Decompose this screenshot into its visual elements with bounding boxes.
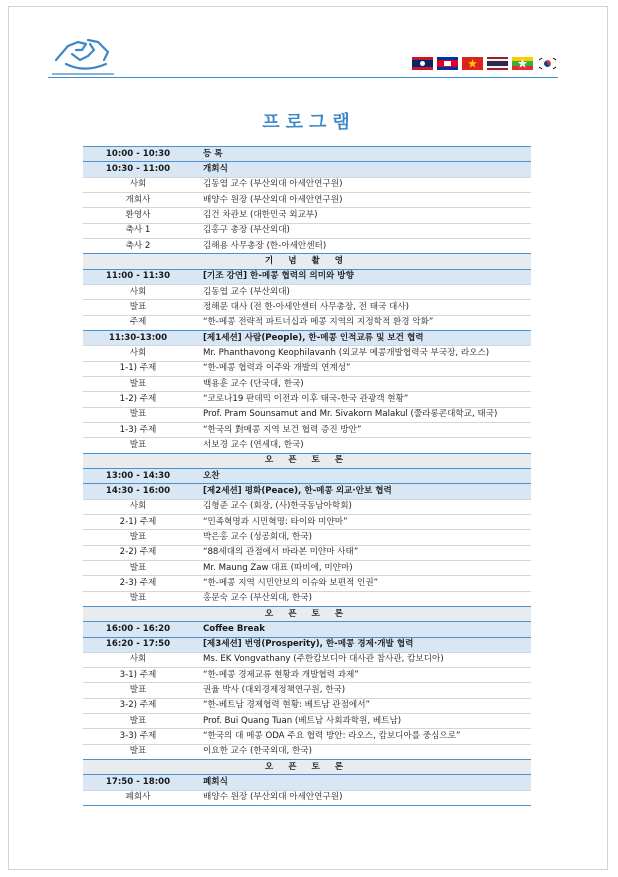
schedule-row	[83, 330, 531, 345]
content-cell: 개회식	[193, 162, 531, 177]
laos-flag-icon	[412, 57, 433, 70]
time-cell: 3-3) 주제	[83, 729, 193, 744]
content-cell: 폐회식	[193, 775, 531, 790]
time-cell: 발표	[83, 683, 193, 698]
divider-label: 오 픈 토 론	[83, 760, 531, 775]
schedule-row	[83, 346, 531, 361]
divider-label: 기 념 촬 영	[83, 254, 531, 269]
time-cell: 2-3) 주제	[83, 576, 193, 591]
content-cell: 김해용 사무총장 (한-아세안센터)	[193, 238, 531, 253]
schedule-row	[83, 284, 531, 299]
time-cell: 폐회사	[83, 790, 193, 805]
content-cell: 김홍구 총장 (부산외대)	[193, 223, 531, 238]
content-cell: 김건 차관보 (대한민국 외교부)	[193, 208, 531, 223]
content-cell: 권율 박사 (대외경제정책연구원, 한국)	[193, 683, 531, 698]
section-divider-row	[83, 760, 531, 775]
time-cell: 발표	[83, 744, 193, 759]
time-cell: 사회	[83, 652, 193, 667]
schedule-row	[83, 499, 531, 514]
schedule-row	[83, 514, 531, 529]
content-cell: “코로나19 판데믹 이전과 이후 태국-한국 관광객 현황”	[193, 392, 531, 407]
schedule-row	[83, 652, 531, 667]
content-cell: “한-메콩 전략적 파트너십과 메콩 지역의 지정학적 환경 악화”	[193, 315, 531, 330]
time-cell: 발표	[83, 714, 193, 729]
schedule-row	[83, 790, 531, 805]
time-cell: 11:30-13:00	[83, 330, 193, 345]
schedule-row	[83, 775, 531, 790]
schedule-row	[83, 698, 531, 713]
schedule-row	[83, 683, 531, 698]
content-cell: Coffee Break	[193, 622, 531, 637]
time-cell: 2-1) 주제	[83, 514, 193, 529]
time-cell: 발표	[83, 407, 193, 422]
time-cell: 사회	[83, 346, 193, 361]
schedule-row	[83, 545, 531, 560]
time-cell: 사회	[83, 499, 193, 514]
schedule-row	[83, 468, 531, 483]
time-cell: 3-1) 주제	[83, 668, 193, 683]
content-cell: 백용훈 교수 (단국대, 한국)	[193, 376, 531, 391]
time-cell: 1-1) 주제	[83, 361, 193, 376]
divider-label: 오 픈 토 론	[83, 453, 531, 468]
cambodia-flag-icon	[437, 57, 458, 70]
time-cell: 발표	[83, 560, 193, 575]
time-cell: 2-2) 주제	[83, 545, 193, 560]
content-cell: Mr. Phanthavong Keophilavanh (외교부 메콩개발협력국 부국장, 라오스)	[193, 346, 531, 361]
content-cell: 배양수 원장 (부산외대 아세안연구원)	[193, 192, 531, 207]
schedule-row	[83, 591, 531, 606]
time-cell: 14:30 - 16:00	[83, 484, 193, 499]
time-cell: 발표	[83, 376, 193, 391]
divider-label: 오 픈 토 론	[83, 606, 531, 621]
content-cell: “한-메콩 협력과 이주와 개발의 연계성”	[193, 361, 531, 376]
content-cell: 오찬	[193, 468, 531, 483]
schedule-row	[83, 576, 531, 591]
time-cell: 발표	[83, 591, 193, 606]
content-cell: Mr. Maung Zaw 대표 (따비에, 미얀마)	[193, 560, 531, 575]
time-cell: 1-3) 주제	[83, 422, 193, 437]
time-cell: 사회	[83, 177, 193, 192]
thailand-flag-icon	[487, 57, 508, 70]
flag-row	[412, 57, 558, 70]
content-cell: 정해문 대사 (전 한-아세안센터 사무총장, 전 태국 대사)	[193, 300, 531, 315]
content-cell: “한-베트남 경제협력 현황: 베트남 관점에서”	[193, 698, 531, 713]
schedule-row	[83, 208, 531, 223]
content-cell: 박은홍 교수 (성공회대, 한국)	[193, 530, 531, 545]
schedule-row	[83, 407, 531, 422]
section-divider-row	[83, 606, 531, 621]
schedule-row	[83, 530, 531, 545]
content-cell: 김동엽 교수 (부산외대 아세안연구원)	[193, 177, 531, 192]
schedule-row	[83, 744, 531, 759]
content-cell: 이요한 교수 (한국외대, 한국)	[193, 744, 531, 759]
content-cell: 등 록	[193, 147, 531, 162]
time-cell: 발표	[83, 530, 193, 545]
schedule-row	[83, 315, 531, 330]
content-cell: Prof. Bui Quang Tuan (베트남 사회과학원, 베트남)	[193, 714, 531, 729]
time-cell: 사회	[83, 284, 193, 299]
content-cell: [기조 강연] 한-메콩 협력의 의미와 방향	[193, 269, 531, 284]
time-cell: 발표	[83, 438, 193, 453]
vietnam-flag-icon	[462, 57, 483, 70]
time-cell: 16:00 - 16:20	[83, 622, 193, 637]
content-cell: [제3세션] 번영(Prosperity), 한-메콩 경제·개발 협력	[193, 637, 531, 652]
schedule-row	[83, 668, 531, 683]
content-cell: 서보경 교수 (연세대, 한국)	[193, 438, 531, 453]
section-divider-row	[83, 453, 531, 468]
schedule-row	[83, 361, 531, 376]
handshake-logo-icon	[48, 30, 118, 76]
time-cell: 주제	[83, 315, 193, 330]
content-cell: 김형준 교수 (회장, (사)한국동남아학회)	[193, 499, 531, 514]
content-cell: 홍문숙 교수 (부산외대, 한국)	[193, 591, 531, 606]
schedule-row	[83, 162, 531, 177]
content-cell: 배양수 원장 (부산외대 아세안연구원)	[193, 790, 531, 805]
time-cell: 환영사	[83, 208, 193, 223]
schedule-row	[83, 238, 531, 253]
schedule-row	[83, 223, 531, 238]
time-cell: 개회사	[83, 192, 193, 207]
time-cell: 축사 2	[83, 238, 193, 253]
content-cell: “88세대의 관점에서 바라본 미얀마 사태”	[193, 545, 531, 560]
content-cell: Ms. EK Vongvathany (주한캄보디아 대사관 참사관, 캄보디아)	[193, 652, 531, 667]
time-cell: 17:50 - 18:00	[83, 775, 193, 790]
content-cell: 김동엽 교수 (부산외대)	[193, 284, 531, 299]
content-cell: “민족혁명과 시민혁명: 타이와 미얀마”	[193, 514, 531, 529]
page-title: 프로그램	[262, 112, 356, 133]
header-divider	[48, 77, 558, 78]
schedule-row	[83, 269, 531, 284]
time-cell: 축사 1	[83, 223, 193, 238]
content-cell: “한-메콩 지역 시민안보의 이슈와 보편적 인권”	[193, 576, 531, 591]
korea-flag-icon	[537, 57, 558, 70]
schedule-row	[83, 560, 531, 575]
schedule-row	[83, 422, 531, 437]
time-cell: 10:30 - 11:00	[83, 162, 193, 177]
content-cell: “한국의 對메콩 지역 보건 협력 증진 방안”	[193, 422, 531, 437]
schedule-row	[83, 622, 531, 637]
time-cell: 발표	[83, 300, 193, 315]
schedule-row	[83, 147, 531, 162]
time-cell: 3-2) 주제	[83, 698, 193, 713]
time-cell: 16:20 - 17:50	[83, 637, 193, 652]
content-cell: Prof. Pram Sounsamut and Mr. Sivakorn Malakul (쭐라롱콘대학교, 태국)	[193, 407, 531, 422]
myanmar-flag-icon	[512, 57, 533, 70]
content-cell: “한-메콩 경제교류 현황과 개발협력 과제”	[193, 668, 531, 683]
section-divider-row	[83, 254, 531, 269]
time-cell: 13:00 - 14:30	[83, 468, 193, 483]
time-cell: 10:00 - 10:30	[83, 147, 193, 162]
schedule-row	[83, 300, 531, 315]
schedule-row	[83, 714, 531, 729]
schedule-row	[83, 637, 531, 652]
schedule-row	[83, 729, 531, 744]
schedule-row	[83, 192, 531, 207]
time-cell: 11:00 - 11:30	[83, 269, 193, 284]
schedule-row	[83, 376, 531, 391]
schedule-row	[83, 438, 531, 453]
content-cell: [제2세션] 평화(Peace), 한-메콩 외교·안보 협력	[193, 484, 531, 499]
content-cell: “한국의 대 메콩 ODA 주요 협력 방안: 라오스, 캄보디아를 중심으로”	[193, 729, 531, 744]
program-table	[83, 146, 531, 806]
schedule-row	[83, 392, 531, 407]
schedule-row	[83, 177, 531, 192]
time-cell: 1-2) 주제	[83, 392, 193, 407]
content-cell: [제1세션] 사람(People), 한-메콩 인적교류 및 보건 협력	[193, 330, 531, 345]
schedule-row	[83, 484, 531, 499]
